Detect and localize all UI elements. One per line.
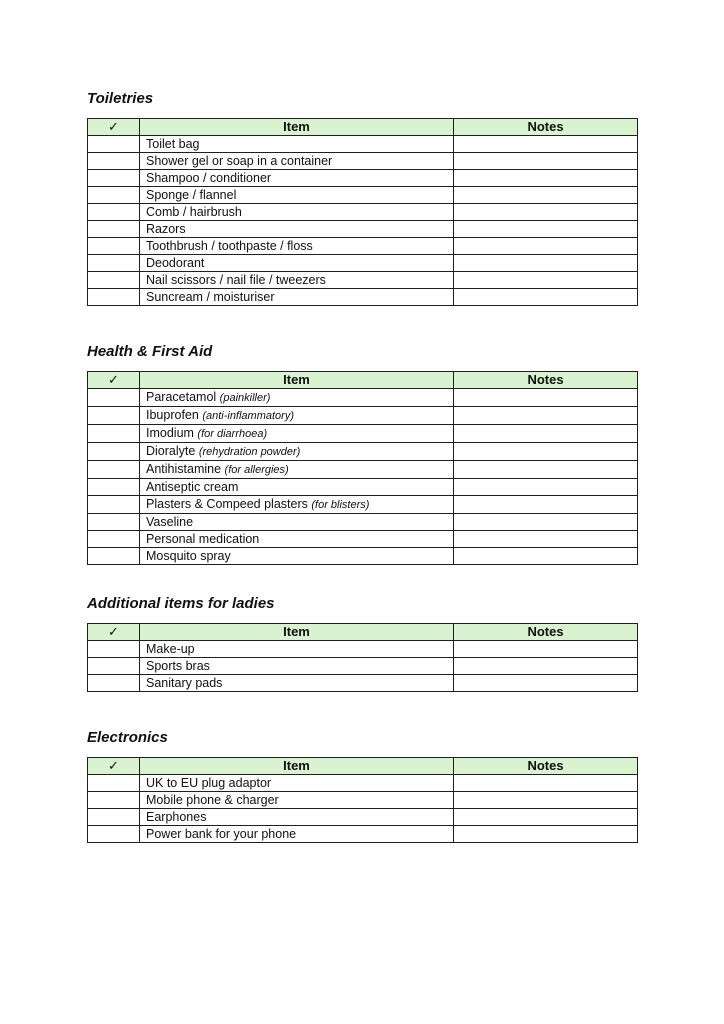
table-row — [88, 514, 638, 531]
table-row — [88, 289, 638, 306]
item-cell — [140, 826, 454, 843]
item-name: Mosquito spray — [146, 549, 231, 563]
notes-cell[interactable] — [454, 496, 638, 514]
item-name: Imodium — [146, 426, 194, 440]
notes-cell[interactable] — [454, 238, 638, 255]
notes-cell[interactable] — [454, 443, 638, 461]
item-cell — [140, 531, 454, 548]
item-name: Shampoo / conditioner — [146, 171, 272, 185]
item-name: Shower gel or soap in a container — [146, 154, 333, 168]
table-row — [88, 548, 638, 565]
item-name: Deodorant — [146, 256, 205, 270]
check-cell[interactable] — [88, 775, 140, 792]
item-cell — [140, 187, 454, 204]
table-row — [88, 443, 638, 461]
notes-cell[interactable] — [454, 407, 638, 425]
check-cell[interactable] — [88, 255, 140, 272]
notes-cell[interactable] — [454, 255, 638, 272]
table-row — [88, 792, 638, 809]
check-column-header: ✓ — [88, 624, 140, 641]
check-cell[interactable] — [88, 675, 140, 692]
check-cell[interactable] — [88, 238, 140, 255]
check-cell[interactable] — [88, 531, 140, 548]
item-name: Earphones — [146, 810, 207, 824]
item-column-header: Item — [140, 758, 454, 775]
check-cell[interactable] — [88, 153, 140, 170]
item-cell — [140, 389, 454, 407]
check-cell[interactable] — [88, 792, 140, 809]
section-electronics — [87, 727, 637, 843]
item-cell — [140, 289, 454, 306]
notes-column-header: Notes — [454, 119, 638, 136]
check-cell[interactable] — [88, 170, 140, 187]
item-note: (for blisters) — [311, 499, 370, 511]
item-cell — [140, 496, 454, 514]
item-name: Sponge / flannel — [146, 188, 237, 202]
item-name: Make-up — [146, 642, 195, 656]
item-name: Suncream / moisturiser — [146, 290, 275, 304]
item-cell — [140, 792, 454, 809]
check-cell[interactable] — [88, 641, 140, 658]
item-name: Paracetamol — [146, 390, 217, 404]
checklist-table — [87, 118, 638, 306]
notes-cell[interactable] — [454, 170, 638, 187]
item-cell — [140, 641, 454, 658]
item-note: (for diarrhoea) — [197, 428, 268, 440]
section-toiletries — [87, 88, 637, 306]
table-header-row — [88, 372, 638, 389]
notes-cell[interactable] — [454, 514, 638, 531]
notes-cell[interactable] — [454, 641, 638, 658]
table-row — [88, 255, 638, 272]
check-cell[interactable] — [88, 407, 140, 425]
table-row — [88, 238, 638, 255]
table-body — [88, 136, 638, 306]
check-cell[interactable] — [88, 204, 140, 221]
check-column-header: ✓ — [88, 119, 140, 136]
item-name: Plasters & Compeed plasters — [146, 497, 308, 511]
notes-cell[interactable] — [454, 531, 638, 548]
table-row — [88, 204, 638, 221]
table-row — [88, 775, 638, 792]
check-cell[interactable] — [88, 479, 140, 496]
check-cell[interactable] — [88, 548, 140, 565]
item-name: Antiseptic cream — [146, 480, 239, 494]
item-cell — [140, 221, 454, 238]
item-name: Antihistamine — [146, 462, 222, 476]
table-row — [88, 170, 638, 187]
notes-column-header: Notes — [454, 372, 638, 389]
item-cell — [140, 204, 454, 221]
table-body — [88, 775, 638, 843]
table-body — [88, 641, 638, 692]
notes-cell[interactable] — [454, 792, 638, 809]
notes-cell[interactable] — [454, 479, 638, 496]
item-column-header: Item — [140, 119, 454, 136]
table-row — [88, 221, 638, 238]
item-cell — [140, 548, 454, 565]
table-row — [88, 272, 638, 289]
check-cell[interactable] — [88, 496, 140, 514]
item-name: Power bank for your phone — [146, 827, 297, 841]
item-name: Toilet bag — [146, 137, 200, 151]
item-name: Mobile phone & charger — [146, 793, 279, 807]
item-name: Dioralyte — [146, 444, 196, 458]
item-note: (for allergies) — [224, 464, 289, 476]
item-note: (rehydration powder) — [198, 446, 301, 458]
item-cell — [140, 255, 454, 272]
notes-cell[interactable] — [454, 548, 638, 565]
item-cell — [140, 443, 454, 461]
item-note: (painkiller) — [219, 392, 271, 404]
table-row — [88, 407, 638, 425]
item-name: Toothbrush / toothpaste / floss — [146, 239, 313, 253]
table-row — [88, 461, 638, 479]
table-header-row — [88, 758, 638, 775]
notes-cell[interactable] — [454, 809, 638, 826]
table-row — [88, 187, 638, 204]
table-row — [88, 809, 638, 826]
item-cell — [140, 479, 454, 496]
item-name: Sanitary pads — [146, 676, 223, 690]
table-header-row — [88, 624, 638, 641]
check-cell[interactable] — [88, 272, 140, 289]
check-column-header: ✓ — [88, 758, 140, 775]
item-name: Comb / hairbrush — [146, 205, 242, 219]
section-title: Additional items for ladies — [87, 595, 275, 612]
checklist-table — [87, 371, 638, 565]
section-additional-items-for-ladies — [87, 593, 637, 692]
notes-cell[interactable] — [454, 153, 638, 170]
item-name: Personal medication — [146, 532, 260, 546]
table-body — [88, 389, 638, 565]
table-row — [88, 675, 638, 692]
item-note: (anti-inflammatory) — [202, 410, 294, 422]
item-name: UK to EU plug adaptor — [146, 776, 272, 790]
item-cell — [140, 136, 454, 153]
item-cell — [140, 170, 454, 187]
notes-cell[interactable] — [454, 187, 638, 204]
item-column-header: Item — [140, 624, 454, 641]
item-cell — [140, 272, 454, 289]
check-cell[interactable] — [88, 221, 140, 238]
checklist-table — [87, 757, 638, 843]
table-row — [88, 496, 638, 514]
section-health-first-aid — [87, 341, 637, 565]
item-name: Sports bras — [146, 659, 210, 673]
item-name: Vaseline — [146, 515, 194, 529]
table-row — [88, 641, 638, 658]
item-cell — [140, 775, 454, 792]
table-row — [88, 136, 638, 153]
check-cell[interactable] — [88, 514, 140, 531]
check-cell[interactable] — [88, 187, 140, 204]
notes-column-header: Notes — [454, 758, 638, 775]
notes-cell[interactable] — [454, 658, 638, 675]
check-cell[interactable] — [88, 809, 140, 826]
item-cell — [140, 238, 454, 255]
item-name: Nail scissors / nail file / tweezers — [146, 273, 326, 287]
table-row — [88, 153, 638, 170]
checklist-table — [87, 623, 638, 692]
table-row — [88, 531, 638, 548]
notes-cell[interactable] — [454, 826, 638, 843]
notes-cell[interactable] — [454, 221, 638, 238]
notes-cell[interactable] — [454, 389, 638, 407]
table-row — [88, 826, 638, 843]
check-cell[interactable] — [88, 136, 140, 153]
notes-cell[interactable] — [454, 775, 638, 792]
section-title: Health & First Aid — [87, 343, 213, 360]
item-name: Ibuprofen — [146, 408, 199, 422]
item-name: Razors — [146, 222, 186, 236]
item-cell — [140, 658, 454, 675]
item-cell — [140, 514, 454, 531]
check-column-header: ✓ — [88, 372, 140, 389]
notes-cell[interactable] — [454, 136, 638, 153]
notes-column-header: Notes — [454, 624, 638, 641]
check-cell[interactable] — [88, 658, 140, 675]
table-row — [88, 479, 638, 496]
check-cell[interactable] — [88, 443, 140, 461]
check-cell[interactable] — [88, 826, 140, 843]
item-cell — [140, 407, 454, 425]
notes-cell[interactable] — [454, 272, 638, 289]
item-cell — [140, 425, 454, 443]
check-cell[interactable] — [88, 461, 140, 479]
table-header-row — [88, 119, 638, 136]
item-cell — [140, 153, 454, 170]
check-cell[interactable] — [88, 425, 140, 443]
check-cell[interactable] — [88, 389, 140, 407]
item-cell — [140, 675, 454, 692]
notes-cell[interactable] — [454, 461, 638, 479]
table-row — [88, 389, 638, 407]
notes-cell[interactable] — [454, 425, 638, 443]
item-column-header: Item — [140, 372, 454, 389]
table-row — [88, 425, 638, 443]
section-title: Toiletries — [87, 90, 154, 107]
table-row — [88, 658, 638, 675]
section-title: Electronics — [87, 729, 168, 746]
check-cell[interactable] — [88, 289, 140, 306]
item-cell — [140, 809, 454, 826]
notes-cell[interactable] — [454, 675, 638, 692]
notes-cell[interactable] — [454, 204, 638, 221]
notes-cell[interactable] — [454, 289, 638, 306]
item-cell — [140, 461, 454, 479]
